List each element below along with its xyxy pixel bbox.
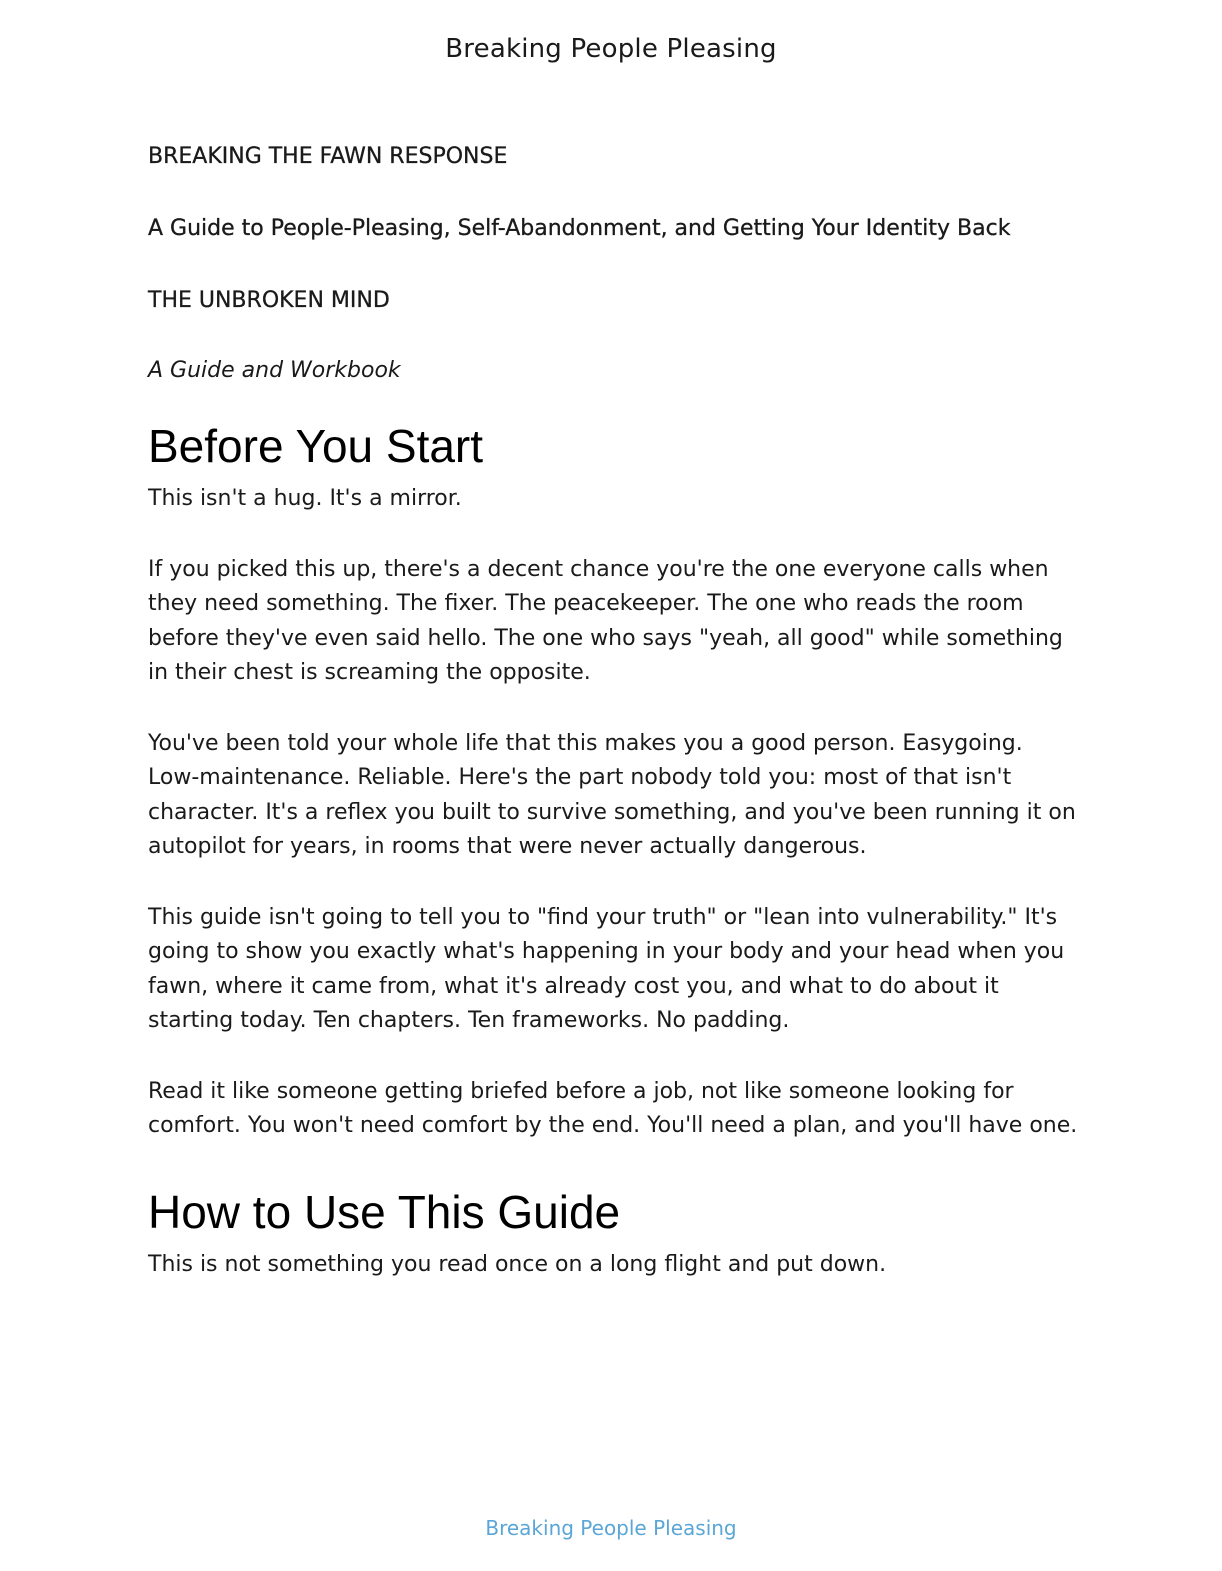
section-heading: How to Use This Guide <box>148 1185 621 1238</box>
book-tagline: A Guide and Workbook <box>148 358 401 383</box>
series-name: THE UNBROKEN MIND <box>148 288 390 313</box>
section-before-you-start <box>148 418 1078 1144</box>
paragraph: This guide isn't going to tell you to "find your truth" or "lean into vulnerability." It's going to show you exactly what's happening in your body and your head when you fawn, where it came from, what it's already cost you, and what to do about it starting today. Ten chapters. Ten frameworks. No padding. <box>148 904 1065 1033</box>
book-title: BREAKING THE FAWN RESPONSE <box>148 144 508 169</box>
section-how-to-use <box>148 1184 1078 1283</box>
section-heading: Before You Start <box>148 420 484 472</box>
page-content <box>148 140 1078 1318</box>
running-footer: Breaking People Pleasing <box>485 1516 737 1540</box>
paragraph: If you picked this up, there's a decent chance you're the one everyone calls when they need something. The fixer. The peacekeeper. The one who reads the room before they've even said hello. The one who says "yeah, all good" while something in their chest is screaming the opposite. <box>148 556 1063 685</box>
running-header: Breaking People Pleasing <box>445 34 777 64</box>
paragraph: This isn't a hug. It's a mirror. <box>148 486 462 511</box>
paragraph: Read it like someone getting briefed before a job, not like someone looking for comfort. You won't need comfort by the end. You'll need a plan, and you'll have one. <box>148 1078 1078 1138</box>
paragraph: You've been told your whole life that this makes you a good person. Easygoing. Low-maintenance. Reliable. Here's the part nobody told you: most of that isn't character. It's a reflex you built to survive something, and you've been running it on autopilot for years, in rooms that were never actually dangerous. <box>148 730 1076 859</box>
paragraph: This is not something you read once on a long flight and put down. <box>148 1251 887 1277</box>
book-subtitle: A Guide to People-Pleasing, Self-Abandonment, and Getting Your Identity Back <box>148 216 1011 241</box>
